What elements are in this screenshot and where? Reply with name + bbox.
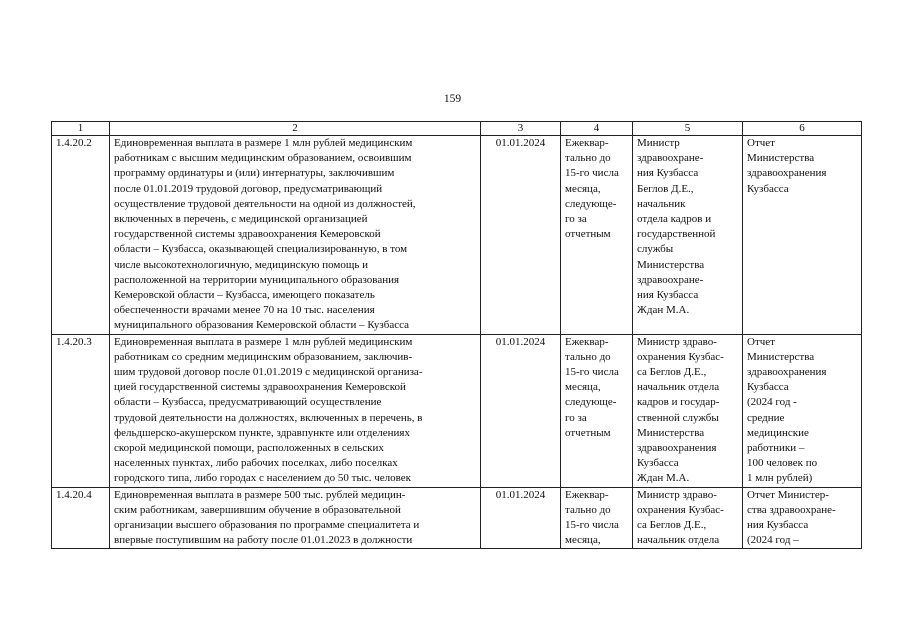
text-line: ственной службы <box>637 411 719 424</box>
text-line: Кузбасса <box>747 381 789 394</box>
text-line: Кузбасса <box>637 457 679 470</box>
text-line: тально до <box>565 503 611 516</box>
page-number: 159 <box>443 93 462 105</box>
text-line: Ждан М.А. <box>637 472 690 485</box>
text-line: Министр здраво- <box>637 488 717 501</box>
text-line: числе высокотехнологичную, медицинскую помощь и <box>114 258 368 271</box>
start-date: 01.01.2024 <box>481 487 561 549</box>
text-line: Кемеровской области – Кузбасса, имеющего показатель <box>114 289 375 302</box>
text-line: отдела кадров и <box>637 213 712 226</box>
text-line: месяца, <box>565 182 601 195</box>
text-line: Единовременная выплата в размере 1 млн рублей медицинским <box>114 137 413 149</box>
text-line: ния Кузбасса <box>747 519 809 532</box>
text-line: Ждан М.А. <box>637 304 690 317</box>
text-line: 1 млн рублей) <box>747 472 813 485</box>
text-line: Ежеквар- <box>565 137 609 149</box>
text-line: Ежеквар- <box>565 335 609 348</box>
text-line: шим трудовой договор после 01.01.2019 с медицинской организа- <box>114 366 423 379</box>
responsible-person <box>633 334 743 487</box>
text-line: Министерства <box>747 350 815 363</box>
text-line: (2024 год - <box>747 396 797 409</box>
text-line: осуществление трудовой деятельности на одной из должностей, <box>114 197 416 210</box>
text-line: Отчет <box>747 137 775 149</box>
text-line: фельдшерско-акушерском пункте, здравпункте или отделениях <box>114 426 410 439</box>
measures-table-wrapper <box>51 121 861 549</box>
report-document <box>743 334 862 487</box>
text-line: Министерства <box>747 152 815 165</box>
text-line: работникам с высшим медицинским образованием, освоившим <box>114 152 412 165</box>
item-description <box>110 136 481 335</box>
start-date: 01.01.2024 <box>481 136 561 335</box>
text-line: работникам со средним медицинским образованием, заключив- <box>114 350 413 363</box>
reporting-frequency <box>561 136 633 335</box>
text-line: отчетным <box>565 228 611 241</box>
text-line: государственной системы здравоохранения Кемеровской <box>114 228 381 241</box>
text-line: месяца, <box>565 381 601 394</box>
text-line: здравоохранения <box>637 442 717 455</box>
column-header-5: 5 <box>633 122 743 136</box>
text-line: тально до <box>565 350 611 363</box>
text-line: Единовременная выплата в размере 500 тыс. рублей медицин- <box>114 488 406 501</box>
text-line: населенных пунктах, либо рабочих поселках, либо поселках <box>114 457 398 470</box>
column-header-4: 4 <box>561 122 633 136</box>
text-line: средние <box>747 411 785 424</box>
text-line: охранения Кузбас- <box>637 503 724 516</box>
item-description <box>110 334 481 487</box>
text-line: здравоохране- <box>637 273 704 286</box>
text-line: 15-го числа <box>565 519 619 532</box>
text-line: охранения Кузбас- <box>637 350 724 363</box>
start-date: 01.01.2024 <box>481 334 561 487</box>
text-line: са Беглов Д.Е., <box>637 519 707 532</box>
text-line: кадров и государ- <box>637 396 720 409</box>
text-line: Отчет Министер- <box>747 488 829 501</box>
reporting-frequency <box>561 334 633 487</box>
text-line: ния Кузбасса <box>637 289 699 302</box>
text-line: Министр здраво- <box>637 335 717 348</box>
text-line: программу ординатуры и (или) интернатуры, заключившим <box>114 167 395 180</box>
text-line: городского типа, либо городах с населением до 50 тыс. человек <box>114 472 411 485</box>
text-line: включенных в перечень, с медицинской организацией <box>114 213 368 226</box>
responsible-person <box>633 136 743 335</box>
text-line: 15-го числа <box>565 167 619 180</box>
text-line: Ежеквар- <box>565 488 609 501</box>
item-description <box>110 487 481 549</box>
text-line: цией государственной системы здравоохранения Кемеровской <box>114 381 406 394</box>
column-header-1: 1 <box>52 122 110 136</box>
text-line: Министр <box>637 137 680 149</box>
text-line: области – Кузбасса, оказывающей специализированную, в том <box>114 243 408 256</box>
text-line: здравоохранения <box>747 366 827 379</box>
table-row <box>52 334 862 487</box>
text-line: Единовременная выплата в размере 1 млн рублей медицинским <box>114 335 413 348</box>
text-line: впервые поступившим на работу после 01.01.2023 в должности <box>114 534 413 547</box>
text-line: 15-го числа <box>565 366 619 379</box>
text-line: начальник <box>637 197 686 210</box>
text-line: трудовой деятельности на должностях, включенных в перечень, в <box>114 411 423 424</box>
text-line: области – Кузбасса, предусматривающий осуществление <box>114 396 382 409</box>
text-line: Министерства <box>637 258 705 271</box>
table-row <box>52 487 862 549</box>
item-number: 1.4.20.3 <box>52 334 110 487</box>
text-line: работники – <box>747 442 805 455</box>
text-line: муниципального образования Кемеровской области – Кузбасса <box>114 319 409 332</box>
text-line: са Беглов Д.Е., <box>637 366 707 379</box>
column-number-row <box>52 122 862 136</box>
reporting-frequency <box>561 487 633 549</box>
report-document <box>743 487 862 549</box>
text-line: скорой медицинской помощи, расположенных в сельских <box>114 442 384 455</box>
text-line: (2024 год – <box>747 534 799 547</box>
text-line: го за <box>565 213 587 226</box>
text-line: после 01.01.2019 трудовой договор, предусматривающий <box>114 182 383 195</box>
text-line: Министерства <box>637 426 705 439</box>
item-number: 1.4.20.2 <box>52 136 110 335</box>
text-line: здравоохране- <box>637 152 704 165</box>
text-line: ния Кузбасса <box>637 167 699 180</box>
text-line: 100 человек по <box>747 457 818 470</box>
text-line: месяца, <box>565 534 601 547</box>
text-line: ства здравоохране- <box>747 503 836 516</box>
text-line: государственной <box>637 228 716 241</box>
item-number: 1.4.20.4 <box>52 487 110 549</box>
text-line: начальник отдела <box>637 381 720 394</box>
text-line: тально до <box>565 152 611 165</box>
text-line: отчетным <box>565 426 611 439</box>
table-row <box>52 136 862 335</box>
measures-table <box>51 121 862 549</box>
text-line: расположенной на территории муниципального образования <box>114 273 400 286</box>
column-header-3: 3 <box>481 122 561 136</box>
text-line: Кузбасса <box>747 182 789 195</box>
text-line: начальник отдела <box>637 534 720 547</box>
text-line: обеспеченности врачами менее 70 на 10 тыс. населения <box>114 304 375 317</box>
text-line: службы <box>637 243 674 256</box>
text-line: ским работникам, завершившим обучение в образовательной <box>114 503 401 516</box>
text-line: Отчет <box>747 335 775 348</box>
text-line: здравоохранения <box>747 167 827 180</box>
text-line: медицинские <box>747 426 809 439</box>
text-line: организации высшего образования по программе специалитета и <box>114 519 420 532</box>
column-header-2: 2 <box>110 122 481 136</box>
text-line: Беглов Д.Е., <box>637 182 694 195</box>
text-line: следующе- <box>565 197 617 210</box>
text-line: го за <box>565 411 587 424</box>
responsible-person <box>633 487 743 549</box>
column-header-6: 6 <box>743 122 862 136</box>
text-line: следующе- <box>565 396 617 409</box>
report-document <box>743 136 862 335</box>
